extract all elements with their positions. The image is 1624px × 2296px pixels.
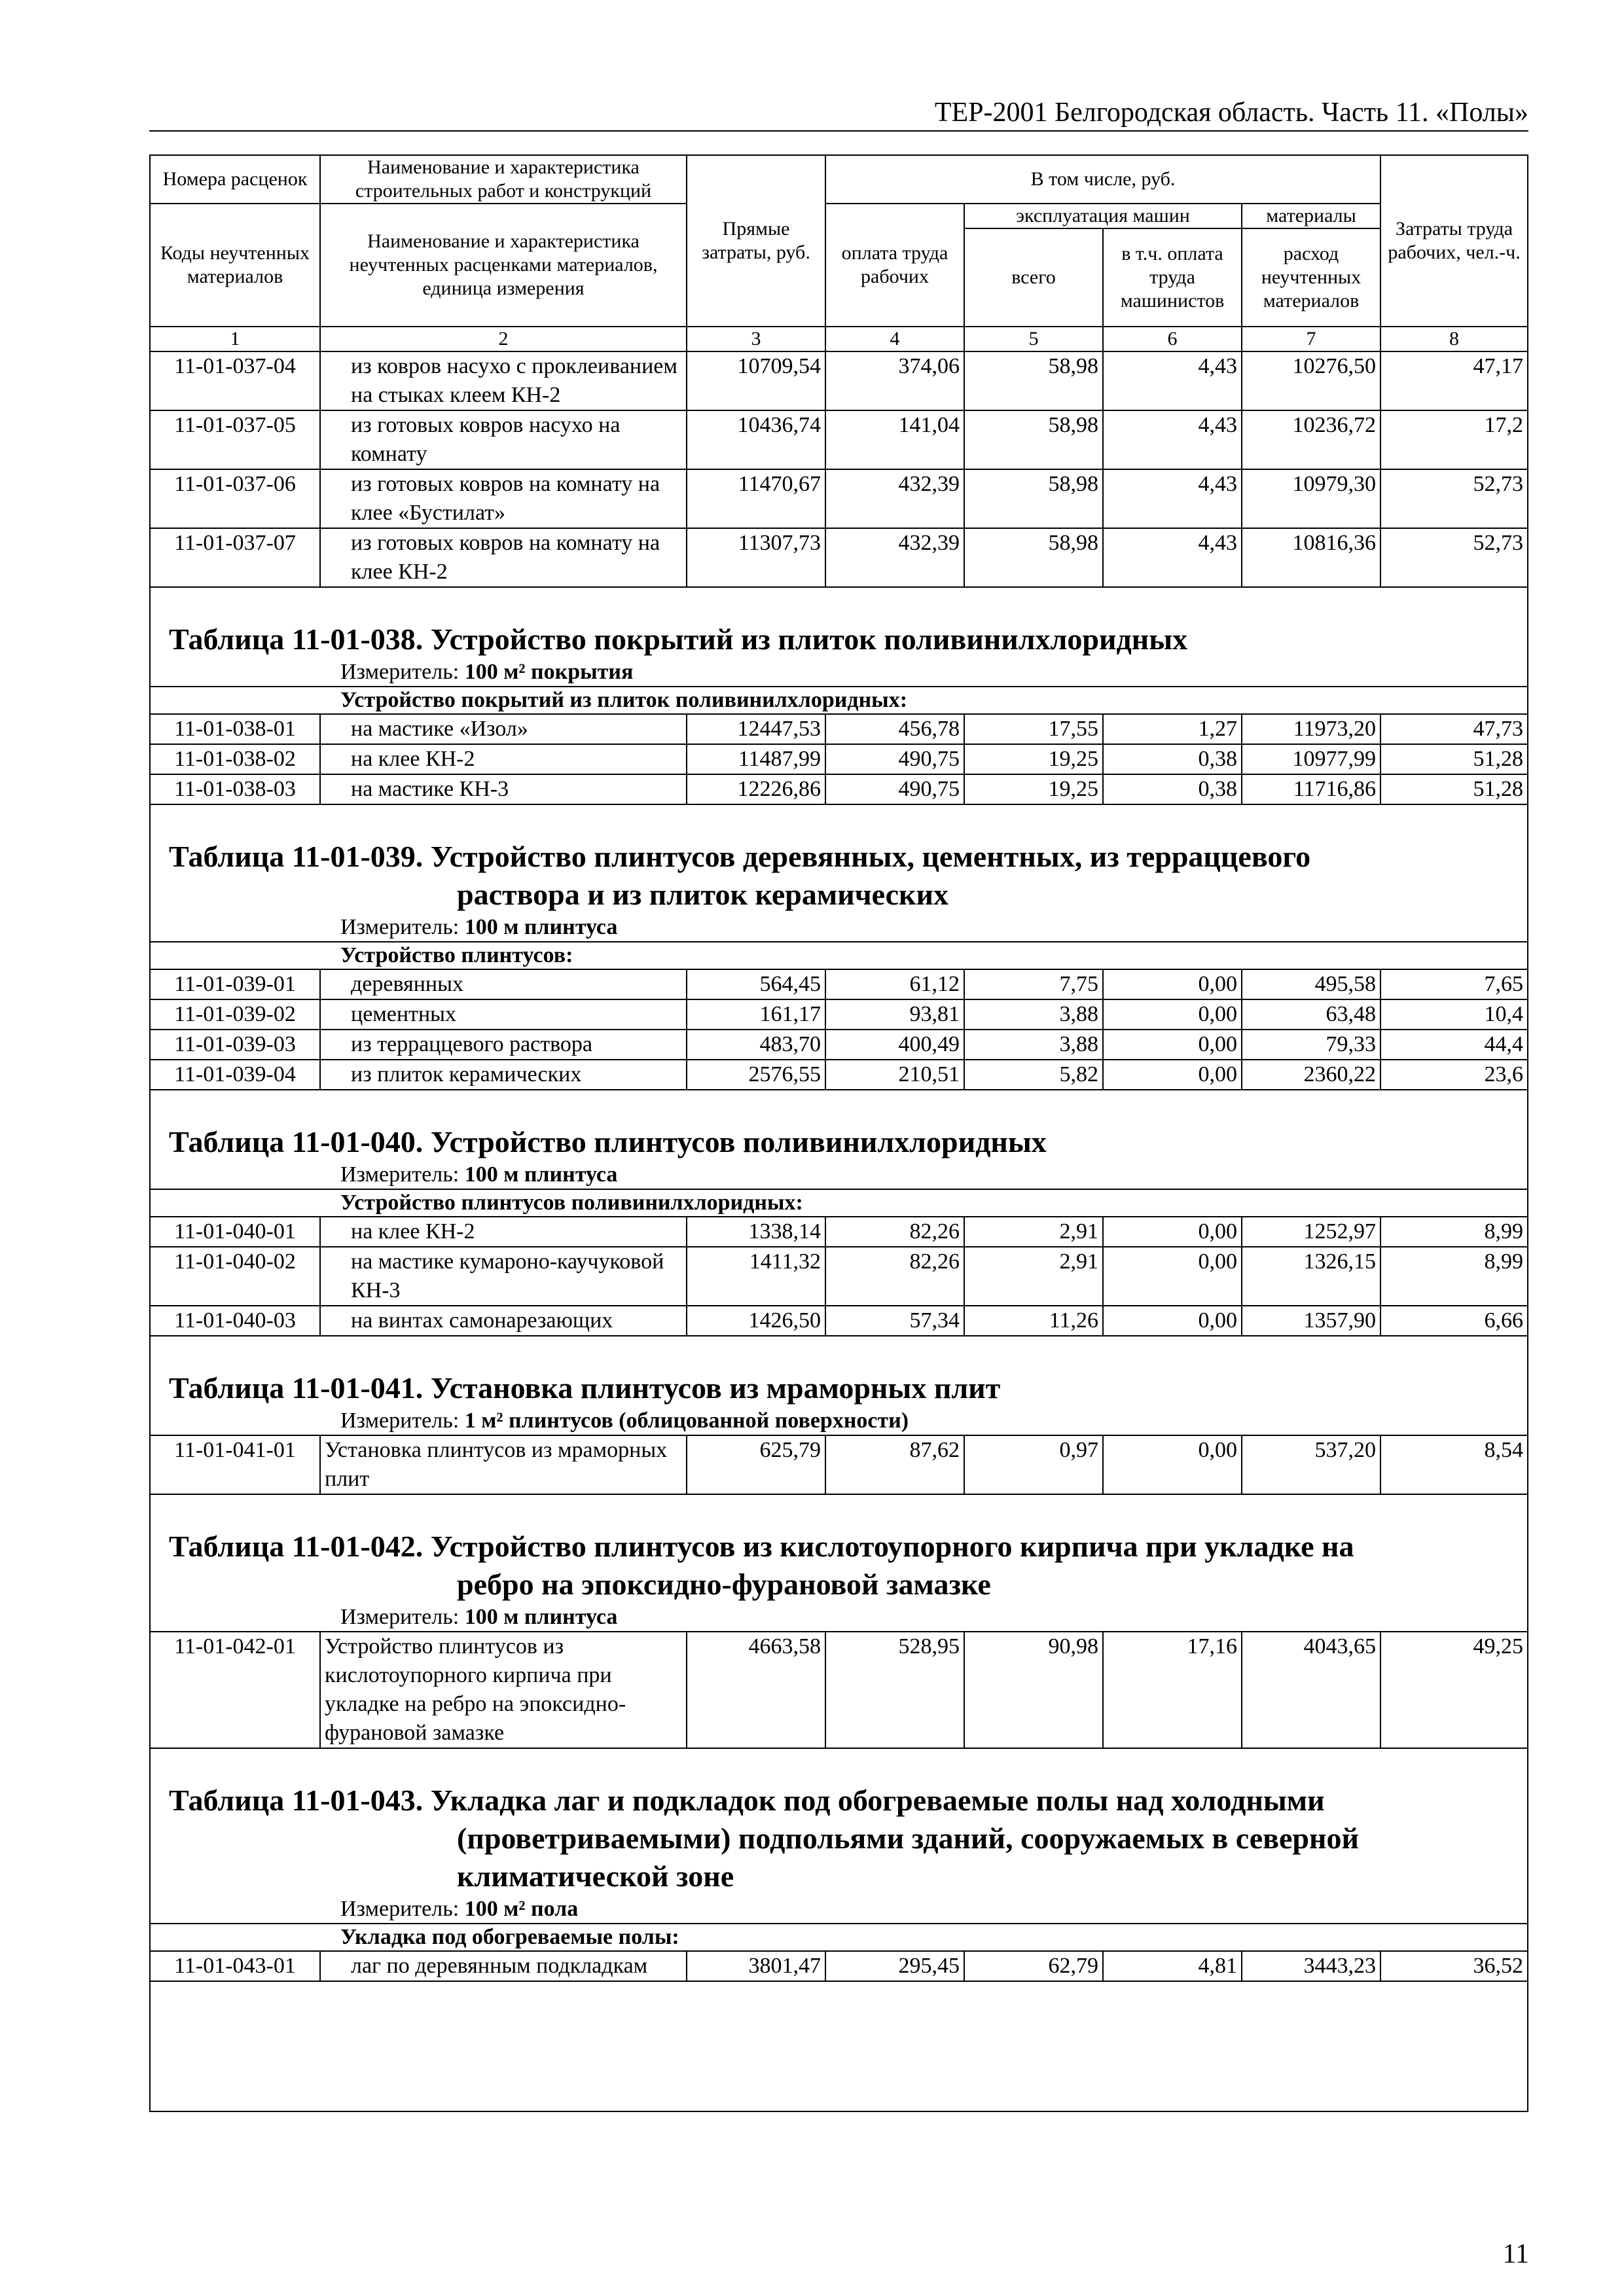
machines-total: 2,91: [964, 1217, 1103, 1247]
wage-cost: 57,34: [825, 1306, 964, 1336]
machines-total: 58,98: [964, 351, 1103, 410]
head-col2-top: Наименование и характеристика строительных работ и конструкций: [320, 155, 687, 204]
materials-cost: 3443,23: [1242, 1951, 1380, 1981]
table-row: [151, 351, 1527, 410]
labor-hours: 51,28: [1380, 774, 1527, 804]
table-038: [151, 713, 1527, 805]
table-043-meter: Измеритель: 100 м² пола: [340, 1897, 579, 1921]
machinist-wage: 17,16: [1103, 1632, 1242, 1748]
work-name: из плиток керамических: [320, 1060, 687, 1090]
head-labor: Затраты труда рабочих, чел.-ч.: [1380, 155, 1527, 327]
machinist-wage: 0,00: [1103, 1060, 1242, 1090]
machinist-wage: 0,38: [1103, 774, 1242, 804]
page-header: ТЕР-2001 Белгородская область. Часть 11. «Полы»: [934, 98, 1528, 128]
machines-total: 58,98: [964, 469, 1103, 528]
machinist-wage: 0,00: [1103, 1217, 1242, 1247]
table-row: [151, 528, 1527, 587]
wage-cost: 490,75: [825, 744, 964, 774]
direct-cost: 564,45: [687, 969, 825, 999]
materials-cost: 1357,90: [1242, 1306, 1380, 1336]
wage-cost: 82,26: [825, 1217, 964, 1247]
work-name: на винтах самонарезающих: [320, 1306, 687, 1336]
wage-cost: 295,45: [825, 1951, 964, 1981]
wage-cost: 210,51: [825, 1060, 964, 1090]
wage-cost: 141,04: [825, 410, 964, 469]
wage-cost: 400,49: [825, 1030, 964, 1060]
machinist-wage: 0,38: [1103, 744, 1242, 774]
work-name: из готовых ковров на комнату на клее «Бустилат»: [320, 469, 687, 528]
labor-hours: 17,2: [1380, 410, 1527, 469]
work-name: лаг по деревянным подкладкам: [320, 1951, 687, 1981]
rate-code: 11-01-040-01: [151, 1217, 320, 1247]
wage-cost: 490,75: [825, 774, 964, 804]
direct-cost: 11307,73: [687, 528, 825, 587]
labor-hours: 49,25: [1380, 1632, 1527, 1748]
machinist-wage: 4,81: [1103, 1951, 1242, 1981]
work-name: Устройство плинтусов из кислотоупорного кирпича при укладке на ребро на эпоксидно-фурановой замазке: [320, 1632, 687, 1748]
machinist-wage: 0,00: [1103, 1030, 1242, 1060]
direct-cost: 12226,86: [687, 774, 825, 804]
labor-hours: 51,28: [1380, 744, 1527, 774]
table-042: [151, 1631, 1527, 1749]
table-row: [151, 774, 1527, 804]
col-number: 6: [1103, 327, 1242, 351]
rate-code: 11-01-037-05: [151, 410, 320, 469]
direct-cost: 4663,58: [687, 1632, 825, 1748]
labor-hours: 8,54: [1380, 1435, 1527, 1494]
machines-total: 5,82: [964, 1060, 1103, 1090]
labor-hours: 6,66: [1380, 1306, 1527, 1336]
table-row: [151, 1030, 1527, 1060]
wage-cost: 432,39: [825, 528, 964, 587]
head-machines-total: всего: [964, 228, 1103, 327]
rate-code: 11-01-038-02: [151, 744, 320, 774]
head-incl: В том числе, руб.: [825, 155, 1380, 204]
labor-hours: 47,73: [1380, 714, 1527, 744]
direct-cost: 1426,50: [687, 1306, 825, 1336]
machinist-wage: 4,43: [1103, 469, 1242, 528]
head-materials: материалы: [1242, 204, 1380, 228]
materials-cost: 1252,97: [1242, 1217, 1380, 1247]
table-row: [151, 714, 1527, 744]
machinist-wage: 0,00: [1103, 1435, 1242, 1494]
header-rule: [149, 130, 1528, 132]
work-name: на мастике кумароно-каучуковой КН-3: [320, 1247, 687, 1306]
materials-cost: 495,58: [1242, 969, 1380, 999]
materials-cost: 537,20: [1242, 1435, 1380, 1494]
machines-total: 17,55: [964, 714, 1103, 744]
col-number: 1: [151, 327, 320, 351]
machinist-wage: 4,43: [1103, 410, 1242, 469]
direct-cost: 161,17: [687, 999, 825, 1030]
col-number: 3: [687, 327, 825, 351]
head-machines: эксплуатация машин: [964, 204, 1242, 228]
rate-code: 11-01-039-03: [151, 1030, 320, 1060]
table-040: [151, 1216, 1527, 1336]
direct-cost: 10436,74: [687, 410, 825, 469]
table-042-meter: Измеритель: 100 м плинтуса: [340, 1605, 618, 1629]
table-row: [151, 410, 1527, 469]
labor-hours: 8,99: [1380, 1217, 1527, 1247]
machines-total: 58,98: [964, 528, 1103, 587]
table-row: [151, 1435, 1527, 1494]
machines-total: 62,79: [964, 1951, 1103, 1981]
labor-hours: 52,73: [1380, 469, 1527, 528]
col-number: 7: [1242, 327, 1380, 351]
rate-code: 11-01-043-01: [151, 1951, 320, 1981]
table-row: [151, 999, 1527, 1030]
machines-total: 7,75: [964, 969, 1103, 999]
materials-cost: 63,48: [1242, 999, 1380, 1030]
work-name: цементных: [320, 999, 687, 1030]
head-materials-sub: расход неучтенных материалов: [1242, 228, 1380, 327]
table-039-meter: Измеритель: 100 м плинтуса: [340, 915, 618, 939]
work-name: на мастике КН-3: [320, 774, 687, 804]
machines-total: 3,88: [964, 1030, 1103, 1060]
work-name: Установка плинтусов из мраморных плит: [320, 1435, 687, 1494]
machines-total: 58,98: [964, 410, 1103, 469]
machines-total: 19,25: [964, 744, 1103, 774]
work-name: на клее КН-2: [320, 1217, 687, 1247]
labor-hours: 10,4: [1380, 999, 1527, 1030]
head-col3: Прямые затраты, руб.: [687, 155, 825, 327]
table-row: [151, 1217, 1527, 1247]
rate-code: 11-01-037-07: [151, 528, 320, 587]
table-038-group: Устройство покрытий из плиток поливинилхлоридных:: [151, 686, 1527, 713]
direct-cost: 625,79: [687, 1435, 825, 1494]
table-043: [151, 1950, 1527, 1982]
table-039: [151, 969, 1527, 1090]
labor-hours: 44,4: [1380, 1030, 1527, 1060]
table-row: [151, 1306, 1527, 1336]
wage-cost: 61,12: [825, 969, 964, 999]
table-040-meter: Измеритель: 100 м плинтуса: [340, 1162, 618, 1187]
rate-code: 11-01-038-03: [151, 774, 320, 804]
materials-cost: 4043,65: [1242, 1632, 1380, 1748]
wage-cost: 82,26: [825, 1247, 964, 1306]
machinist-wage: 4,43: [1103, 351, 1242, 410]
direct-cost: 12447,53: [687, 714, 825, 744]
direct-cost: 11470,67: [687, 469, 825, 528]
rate-code: 11-01-039-01: [151, 969, 320, 999]
direct-cost: 3801,47: [687, 1951, 825, 1981]
head-col1-bottom: Коды неучтенных материалов: [151, 204, 320, 327]
machines-total: 2,91: [964, 1247, 1103, 1306]
rate-code: 11-01-041-01: [151, 1435, 320, 1494]
materials-cost: 1326,15: [1242, 1247, 1380, 1306]
labor-hours: 23,6: [1380, 1060, 1527, 1090]
rate-code: 11-01-037-06: [151, 469, 320, 528]
page-number: 11: [1502, 2239, 1529, 2269]
wage-cost: 87,62: [825, 1435, 964, 1494]
machines-total: 90,98: [964, 1632, 1103, 1748]
materials-cost: 79,33: [1242, 1030, 1380, 1060]
materials-cost: 10977,99: [1242, 744, 1380, 774]
work-name: из готовых ковров на комнату на клее КН-2: [320, 528, 687, 587]
rate-code: 11-01-038-01: [151, 714, 320, 744]
wage-cost: 528,95: [825, 1632, 964, 1748]
labor-hours: 47,17: [1380, 351, 1527, 410]
machinist-wage: 0,00: [1103, 999, 1242, 1030]
work-name: на клее КН-2: [320, 744, 687, 774]
work-name: из готовых ковров насухо на комнату: [320, 410, 687, 469]
machines-total: 11,26: [964, 1306, 1103, 1336]
wage-cost: 456,78: [825, 714, 964, 744]
machines-total: 3,88: [964, 999, 1103, 1030]
machinist-wage: 4,43: [1103, 528, 1242, 587]
col-number: 4: [825, 327, 964, 351]
wage-cost: 432,39: [825, 469, 964, 528]
table-041: [151, 1435, 1527, 1495]
main-table-head: [151, 154, 1527, 588]
materials-cost: 10276,50: [1242, 351, 1380, 410]
materials-cost: 2360,22: [1242, 1060, 1380, 1090]
machines-total: 0,97: [964, 1435, 1103, 1494]
direct-cost: 483,70: [687, 1030, 825, 1060]
table-row: [151, 1951, 1527, 1981]
table-043-title: Таблица 11-01-043. Укладка лаг и подкладок под обогреваемые полы над холодными (проветриваемыми) подпольями зданий, сооружаемых в северной климатической зоне: [169, 1784, 1359, 1893]
labor-hours: 7,65: [1380, 969, 1527, 999]
direct-cost: 10709,54: [687, 351, 825, 410]
table-042-title: Таблица 11-01-042. Устройство плинтусов из кислотоупорного кирпича при укладке на ребро на эпоксидно-фурановой замазке: [169, 1530, 1354, 1601]
materials-cost: 10236,72: [1242, 410, 1380, 469]
machinist-wage: 1,27: [1103, 714, 1242, 744]
rate-code: 11-01-042-01: [151, 1632, 320, 1748]
rate-code: 11-01-039-02: [151, 999, 320, 1030]
table-row: [151, 1632, 1527, 1748]
work-name: на мастике «Изол»: [320, 714, 687, 744]
table-row: [151, 1247, 1527, 1306]
head-col1-top: Номера расценок: [151, 155, 320, 204]
machines-total: 19,25: [964, 774, 1103, 804]
direct-cost: 2576,55: [687, 1060, 825, 1090]
materials-cost: 11973,20: [1242, 714, 1380, 744]
table-043-group: Укладка под обогреваемые полы:: [151, 1923, 1527, 1950]
machinist-wage: 0,00: [1103, 969, 1242, 999]
labor-hours: 36,52: [1380, 1951, 1527, 1981]
work-name: деревянных: [320, 969, 687, 999]
col-number: 8: [1380, 327, 1527, 351]
direct-cost: 11487,99: [687, 744, 825, 774]
table-038-meter: Измеритель: 100 м² покрытия: [340, 660, 634, 684]
direct-cost: 1338,14: [687, 1217, 825, 1247]
head-wage: оплата труда рабочих: [825, 204, 964, 327]
rate-code: 11-01-040-02: [151, 1247, 320, 1306]
table-row: [151, 469, 1527, 528]
table-039-title: Таблица 11-01-039. Устройство плинтусов деревянных, цементных, из терраццевого раствора и из плиток керамических: [169, 840, 1311, 911]
machinist-wage: 0,00: [1103, 1247, 1242, 1306]
table-row: [151, 1060, 1527, 1090]
rate-code: 11-01-037-04: [151, 351, 320, 410]
wage-cost: 374,06: [825, 351, 964, 410]
table-041-title: Таблица 11-01-041. Установка плинтусов из мраморных плит: [169, 1371, 1001, 1405]
materials-cost: 11716,86: [1242, 774, 1380, 804]
machinist-wage: 0,00: [1103, 1306, 1242, 1336]
head-col2-bottom: Наименование и характеристика неучтенных расценками материалов, единица измерения: [320, 204, 687, 327]
document-body: [149, 154, 1528, 2112]
work-name: из терраццевого раствора: [320, 1030, 687, 1060]
table-row: [151, 744, 1527, 774]
table-038-title: Таблица 11-01-038. Устройство покрытий из плиток поливинилхлоридных: [169, 622, 1188, 656]
rate-code: 11-01-039-04: [151, 1060, 320, 1090]
labor-hours: 8,99: [1380, 1247, 1527, 1306]
labor-hours: 52,73: [1380, 528, 1527, 587]
direct-cost: 1411,32: [687, 1247, 825, 1306]
table-040-title: Таблица 11-01-040. Устройство плинтусов поливинилхлоридных: [169, 1125, 1047, 1158]
rate-code: 11-01-040-03: [151, 1306, 320, 1336]
table-039-group: Устройство плинтусов:: [151, 941, 1527, 969]
table-row: [151, 969, 1527, 999]
materials-cost: 10979,30: [1242, 469, 1380, 528]
col-number: 5: [964, 327, 1103, 351]
work-name: из ковров насухо с проклеиванием на стыках клеем КН-2: [320, 351, 687, 410]
materials-cost: 10816,36: [1242, 528, 1380, 587]
head-machines-wage: в т.ч. оплата труда машинистов: [1103, 228, 1242, 327]
col-number: 2: [320, 327, 687, 351]
wage-cost: 93,81: [825, 999, 964, 1030]
table-040-group: Устройство плинтусов поливинилхлоридных:: [151, 1189, 1527, 1216]
table-041-meter: Измеритель: 1 м² плинтусов (облицованной поверхности): [340, 1408, 909, 1433]
